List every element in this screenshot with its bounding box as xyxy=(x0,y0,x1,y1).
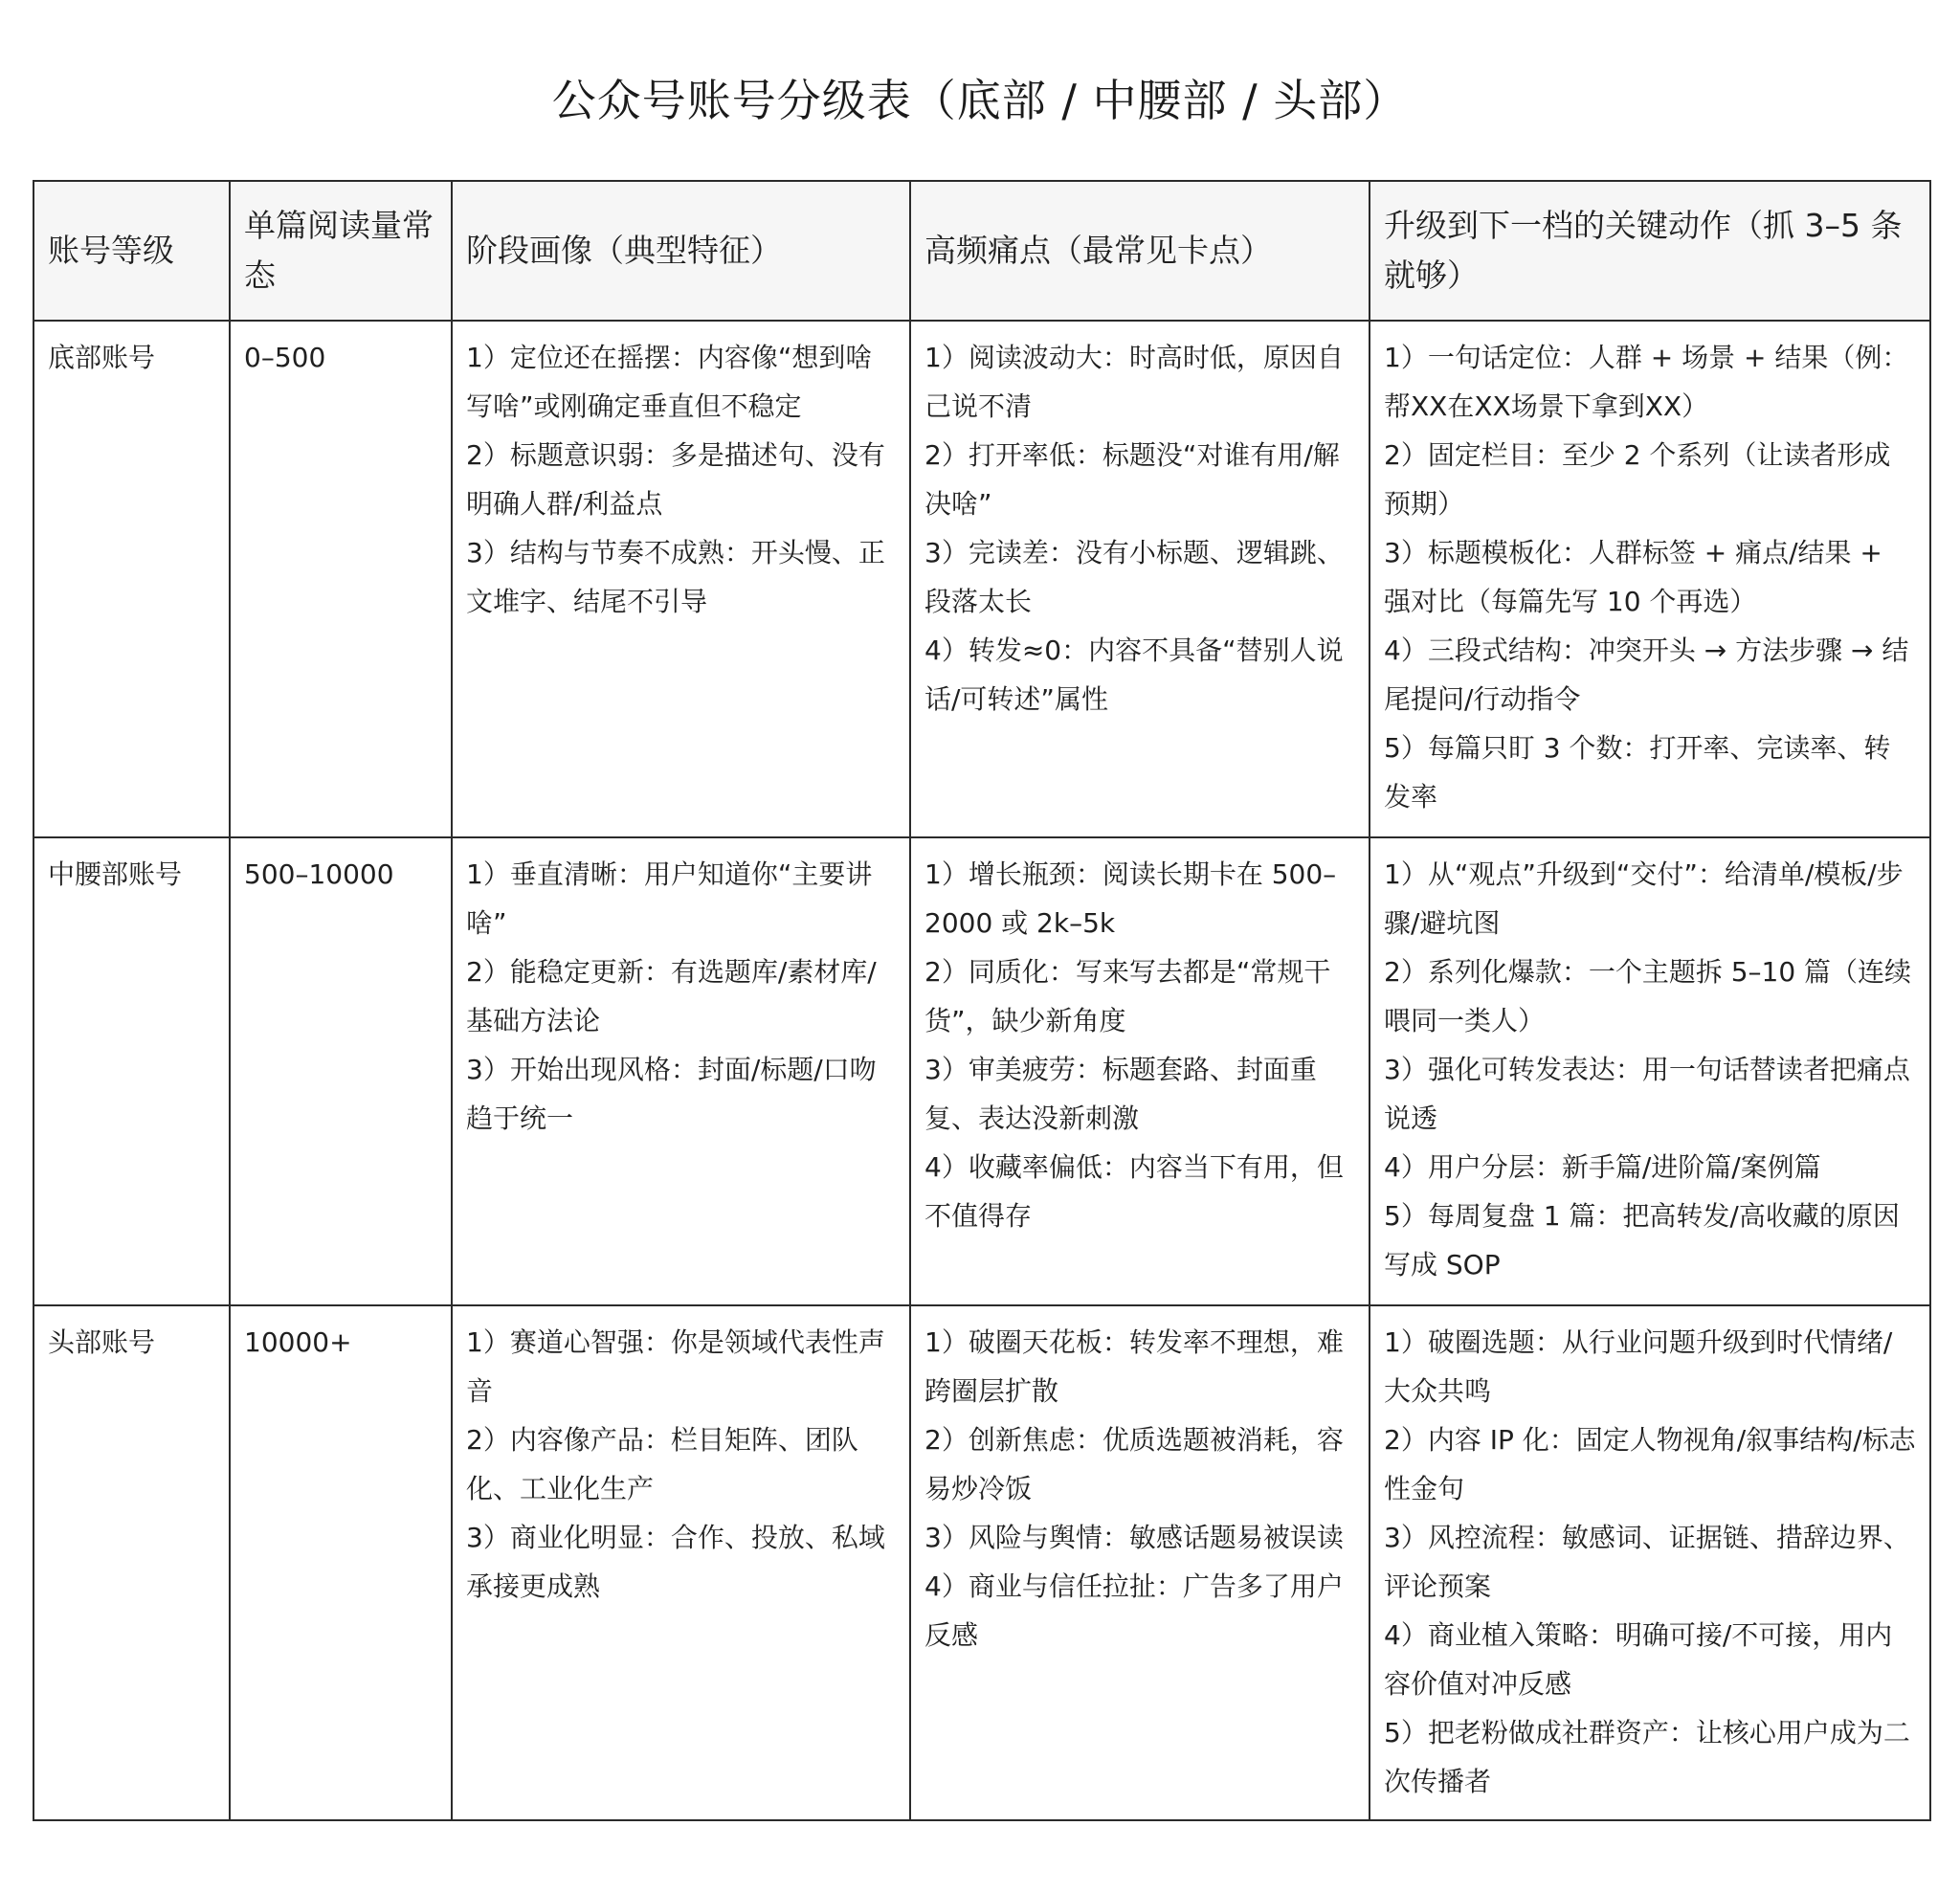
column-header-actions: 升级到下一档的关键动作（抓 3–5 条就够） xyxy=(1370,181,1930,321)
list-item: 2）内容像产品：栏目矩阵、团队化、工业化生产 xyxy=(466,1424,858,1504)
list-item: 2）固定栏目：至少 2 个系列（让读者形成预期） xyxy=(1384,439,1891,520)
list-item: 3）完读差：没有小标题、逻辑跳、段落太长 xyxy=(924,537,1344,617)
list-item: 3）开始出现风格：封面/标题/口吻趋于统一 xyxy=(466,1054,877,1134)
list-item: 2）系列化爆款：一个主题拆 5–10 篇（连续喂同一类人） xyxy=(1384,956,1912,1036)
cell-pain xyxy=(910,1305,1370,1820)
list-item: 2）内容 IP 化：固定人物视角/叙事结构/标志性金句 xyxy=(1384,1424,1916,1504)
list-item: 1）破圈天花板：转发率不理想，难跨圈层扩散 xyxy=(924,1326,1344,1407)
list-item: 3）标题模板化：人群标签 + 痛点/结果 + 强对比（每篇先写 10 个再选） xyxy=(1384,537,1882,617)
list-item: 2）标题意识弱：多是描述句、没有明确人群/利益点 xyxy=(466,439,885,520)
list-item: 5）把老粉做成社群资产：让核心用户成为二次传播者 xyxy=(1384,1717,1910,1797)
table-row xyxy=(33,1305,1930,1820)
list-item: 1）破圈选题：从行业问题升级到时代情绪/大众共鸣 xyxy=(1384,1326,1893,1407)
cell-reads: 500–10000 xyxy=(230,837,452,1305)
table-row xyxy=(33,837,1930,1305)
list-item: 2）同质化：写来写去都是“常规干货”，缺少新角度 xyxy=(924,956,1331,1036)
column-header-profile: 阶段画像（典型特征） xyxy=(452,181,910,321)
cell-pain xyxy=(910,321,1370,837)
column-header-pain: 高频痛点（最常见卡点） xyxy=(910,181,1370,321)
column-header-reads: 单篇阅读量常态 xyxy=(230,181,452,321)
cell-level: 底部账号 xyxy=(33,321,230,837)
column-header-level: 账号等级 xyxy=(33,181,230,321)
table-header-row xyxy=(33,181,1930,321)
list-item: 1）增长瓶颈：阅读长期卡在 500–2000 或 2k–5k xyxy=(924,858,1337,939)
list-item: 3）强化可转发表达：用一句话替读者把痛点说透 xyxy=(1384,1054,1910,1134)
cell-actions xyxy=(1370,1305,1930,1820)
list-item: 4）用户分层：新手篇/进阶篇/案例篇 xyxy=(1384,1151,1821,1183)
cell-profile xyxy=(452,837,910,1305)
list-item: 1）垂直清晰：用户知道你“主要讲啥” xyxy=(466,858,873,939)
list-item: 1）定位还在摇摆：内容像“想到啥写啥”或刚确定垂直但不稳定 xyxy=(466,342,873,422)
cell-level: 中腰部账号 xyxy=(33,837,230,1305)
list-item: 2）创新焦虑：优质选题被消耗，容易炒冷饭 xyxy=(924,1424,1344,1504)
list-item: 3）商业化明显：合作、投放、私域承接更成熟 xyxy=(466,1522,885,1602)
list-item: 4）三段式结构：冲突开头 → 方法步骤 → 结尾提问/行动指令 xyxy=(1384,635,1909,715)
list-item: 4）商业与信任拉扯：广告多了用户反感 xyxy=(924,1570,1344,1651)
list-item: 1）阅读波动大：时高时低，原因自己说不清 xyxy=(924,342,1344,422)
cell-level: 头部账号 xyxy=(33,1305,230,1820)
list-item: 5）每周复盘 1 篇：把高转发/高收藏的原因写成 SOP xyxy=(1384,1200,1900,1281)
cell-actions xyxy=(1370,321,1930,837)
cell-pain xyxy=(910,837,1370,1305)
list-item: 1）赛道心智强：你是领域代表性声音 xyxy=(466,1326,885,1407)
list-item: 2）打开率低：标题没“对谁有用/解决啥” xyxy=(924,439,1340,520)
cell-reads: 10000+ xyxy=(230,1305,452,1820)
list-item: 1）一句话定位：人群 + 场景 + 结果（例：帮XX在XX场景下拿到XX） xyxy=(1384,342,1909,422)
account-grade-table xyxy=(33,180,1931,1821)
list-item: 4）转发≈0：内容不具备“替别人说话/可转述”属性 xyxy=(924,635,1344,715)
cell-actions xyxy=(1370,837,1930,1305)
table-row xyxy=(33,321,1930,837)
cell-reads: 0–500 xyxy=(230,321,452,837)
cell-profile xyxy=(452,321,910,837)
list-item: 3）风险与舆情：敏感话题易被误读 xyxy=(924,1522,1344,1553)
list-item: 3）审美疲劳：标题套路、封面重复、表达没新刺激 xyxy=(924,1054,1317,1134)
list-item: 3）风控流程：敏感词、证据链、措辞边界、评论预案 xyxy=(1384,1522,1910,1602)
cell-profile xyxy=(452,1305,910,1820)
list-item: 4）商业植入策略：明确可接/不可接，用内容价值对冲反感 xyxy=(1384,1619,1893,1700)
list-item: 2）能稳定更新：有选题库/素材库/基础方法论 xyxy=(466,956,877,1036)
list-item: 4）收藏率偏低：内容当下有用，但不值得存 xyxy=(924,1151,1344,1232)
list-item: 1）从“观点”升级到“交付”：给清单/模板/步骤/避坑图 xyxy=(1384,858,1904,939)
list-item: 5）每篇只盯 3 个数：打开率、完读率、转发率 xyxy=(1384,732,1891,813)
page-title: 公众号账号分级表（底部 / 中腰部 / 头部） xyxy=(551,75,1409,126)
list-item: 3）结构与节奏不成熟：开头慢、正文堆字、结尾不引导 xyxy=(466,537,885,617)
